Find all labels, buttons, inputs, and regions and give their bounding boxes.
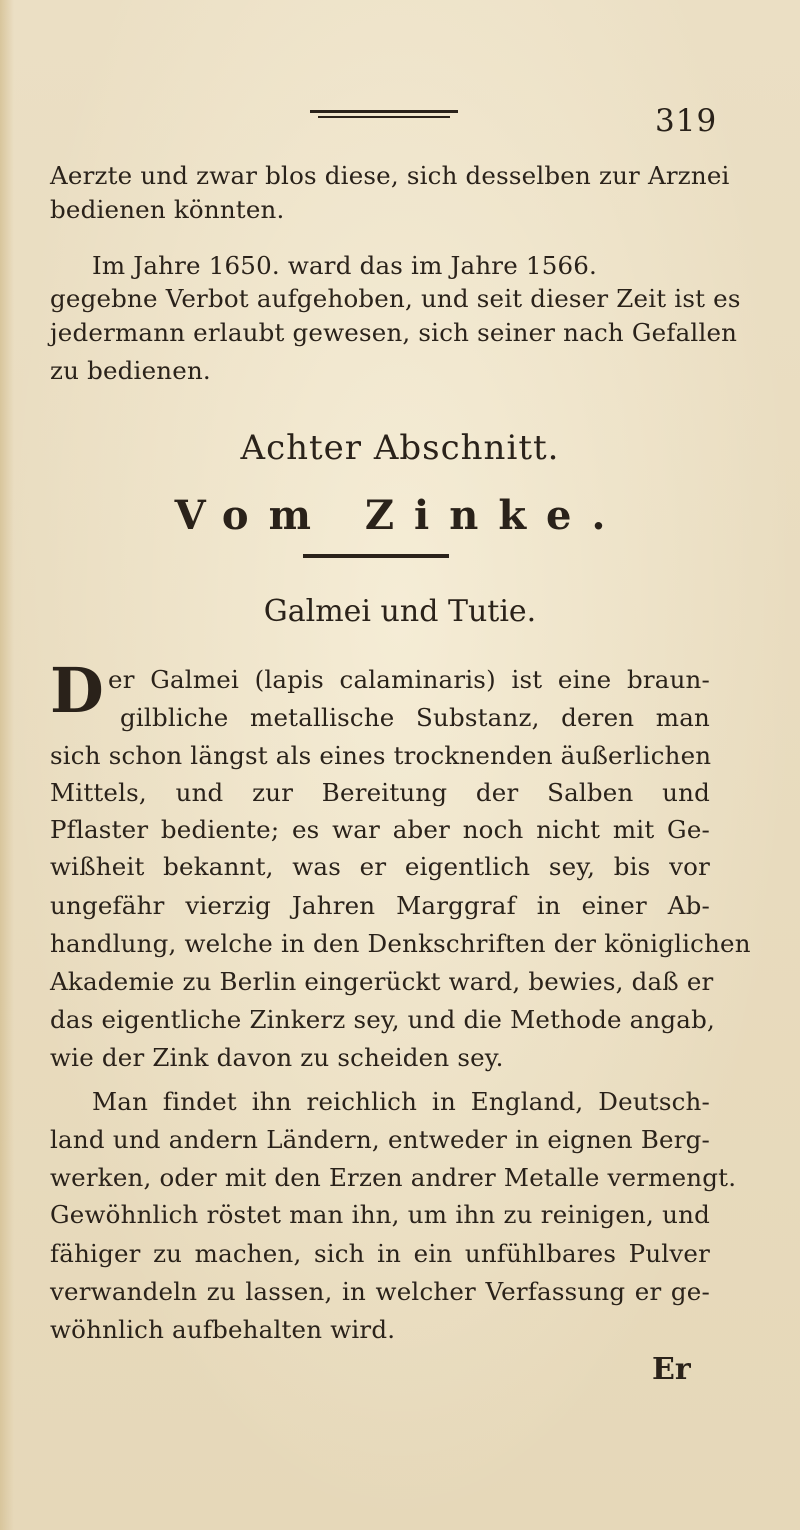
text-line: wißheit bekannt, was er eigentlich sey, bis vor [50, 852, 710, 881]
ornament-line-top [310, 110, 458, 113]
text-line: handlung, welche in den Denkschriften der königlichen [50, 929, 751, 958]
text-line: er Galmei (lapis calaminaris) ist eine braun- [108, 665, 710, 694]
text-line: ungefähr vierzig Jahren Marggraf in einer Ab- [50, 891, 710, 920]
text-line: sich schon längst als eines trocknenden äußerlichen [50, 741, 712, 770]
text-line: fähiger zu machen, sich in ein unfühlbares Pulver [50, 1239, 710, 1268]
text-line: Gewöhnlich röstet man ihn, um ihn zu reinigen, und [50, 1200, 710, 1229]
ornament-line-bottom [318, 116, 450, 118]
text-line: wöhnlich aufbehalten wird. [50, 1315, 396, 1344]
text-line: Im Jahre 1650. ward das im Jahre 1566. [92, 251, 598, 280]
text-line: verwandeln zu lassen, in welcher Verfassung er ge- [50, 1277, 710, 1306]
text-line: gegebne Verbot aufgehoben, und seit dieser Zeit ist es [50, 284, 741, 313]
text-line: Mittels, und zur Bereitung der Salben und [50, 778, 710, 807]
header-ornament-rule [310, 108, 458, 122]
section-title: Achter Abschnitt. [240, 428, 560, 468]
text-line: bedienen könnten. [50, 195, 285, 224]
text-line: zu bedienen. [50, 356, 211, 385]
text-line: werken, oder mit den Erzen andrer Metalle vermengt. [50, 1163, 737, 1192]
text-line: land und andern Ländern, entweder in eignen Berg- [50, 1125, 710, 1154]
text-line: gilbliche metallische Substanz, deren man [120, 703, 710, 732]
text-line: Man findet ihn reichlich in England, Deutsch- [92, 1087, 710, 1116]
text-line: wie der Zink davon zu scheiden sey. [50, 1043, 504, 1072]
text-line: das eigentliche Zinkerz sey, und die Methode angab, [50, 1005, 715, 1034]
page-number: 319 [655, 103, 718, 139]
page-edge-shadow [0, 0, 14, 1530]
subheading: Galmei und Tutie. [263, 594, 537, 629]
catchword: Er [652, 1352, 691, 1387]
text-line: Pflaster bediente; es war aber noch nicht mit Ge- [50, 815, 710, 844]
text-line: jedermann erlaubt gewesen, sich seiner nach Gefallen [50, 318, 738, 347]
text-line: Akademie zu Berlin eingerückt ward, bewies, daß er [50, 967, 714, 996]
chapter-title: Vom Zinke. [174, 492, 626, 539]
drop-initial: D [50, 654, 104, 727]
text-line: Aerzte und zwar blos diese, sich desselben zur Arznei [50, 161, 730, 190]
chapter-rule [303, 554, 449, 558]
